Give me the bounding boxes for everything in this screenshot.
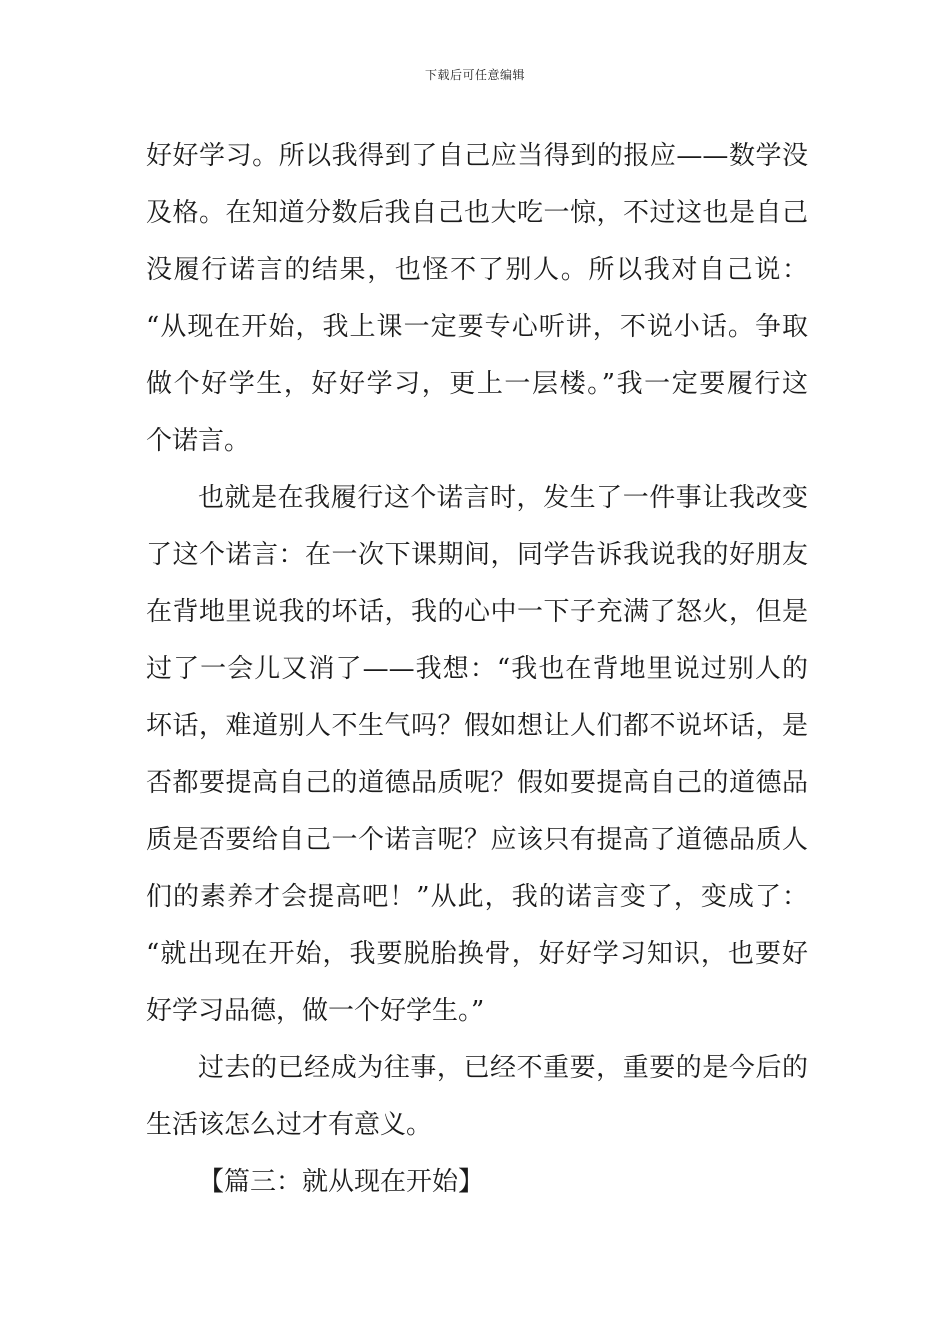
text-line: “就出现在开始，我要脱胎换骨，好好学习知识，也要好 — [146, 939, 808, 969]
text-line: 做个好学生，好好学习，更上一层楼。”我一定要履行这 — [146, 369, 808, 399]
text-line: 没履行诺言的结果，也怪不了别人。所以我对自己说： — [146, 255, 808, 285]
text-line: 过了一会儿又消了——我想：“我也在背地里说过别人的 — [146, 654, 808, 684]
text-line: 生活该怎么过才有意义。 — [146, 1110, 433, 1140]
text-line: 质是否要给自己一个诺言呢？应该只有提高了道德品质人 — [146, 825, 808, 855]
text-line: 过去的已经成为往事，已经不重要，重要的是今后的 — [198, 1053, 808, 1083]
text-line: 好好学习。所以我得到了自己应当得到的报应——数学没 — [146, 141, 808, 171]
section-heading: 【篇三：就从现在开始】 — [198, 1167, 485, 1197]
text-line: 及格。在知道分数后我自己也大吃一惊，不过这也是自己 — [146, 198, 808, 228]
text-line: 也就是在我履行这个诺言时，发生了一件事让我改变 — [198, 483, 808, 513]
paragraph-1 — [146, 128, 808, 470]
page-header: 下载后可任意编辑 — [424, 68, 525, 82]
text-line: 好学习品德，做一个好学生。” — [146, 996, 485, 1026]
text-line: 了这个诺言：在一次下课期间，同学告诉我说我的好朋友 — [146, 540, 808, 570]
text-line: 坏话，难道别人不生气吗？假如想让人们都不说坏话，是 — [146, 711, 808, 741]
text-line: 否都要提高自己的道德品质呢？假如要提高自己的道德品 — [146, 768, 808, 798]
text-line: “从现在开始，我上课一定要专心听讲，不说小话。争取 — [146, 312, 808, 342]
paragraph-3 — [146, 1040, 808, 1154]
paragraph-2 — [146, 470, 808, 1040]
text-line: 们的素养才会提高吧！”从此，我的诺言变了，变成了： — [146, 882, 808, 912]
text-line: 个诺言。 — [146, 426, 251, 456]
document-body — [146, 128, 808, 1211]
text-line: 在背地里说我的坏话，我的心中一下子充满了怒火，但是 — [146, 597, 808, 627]
